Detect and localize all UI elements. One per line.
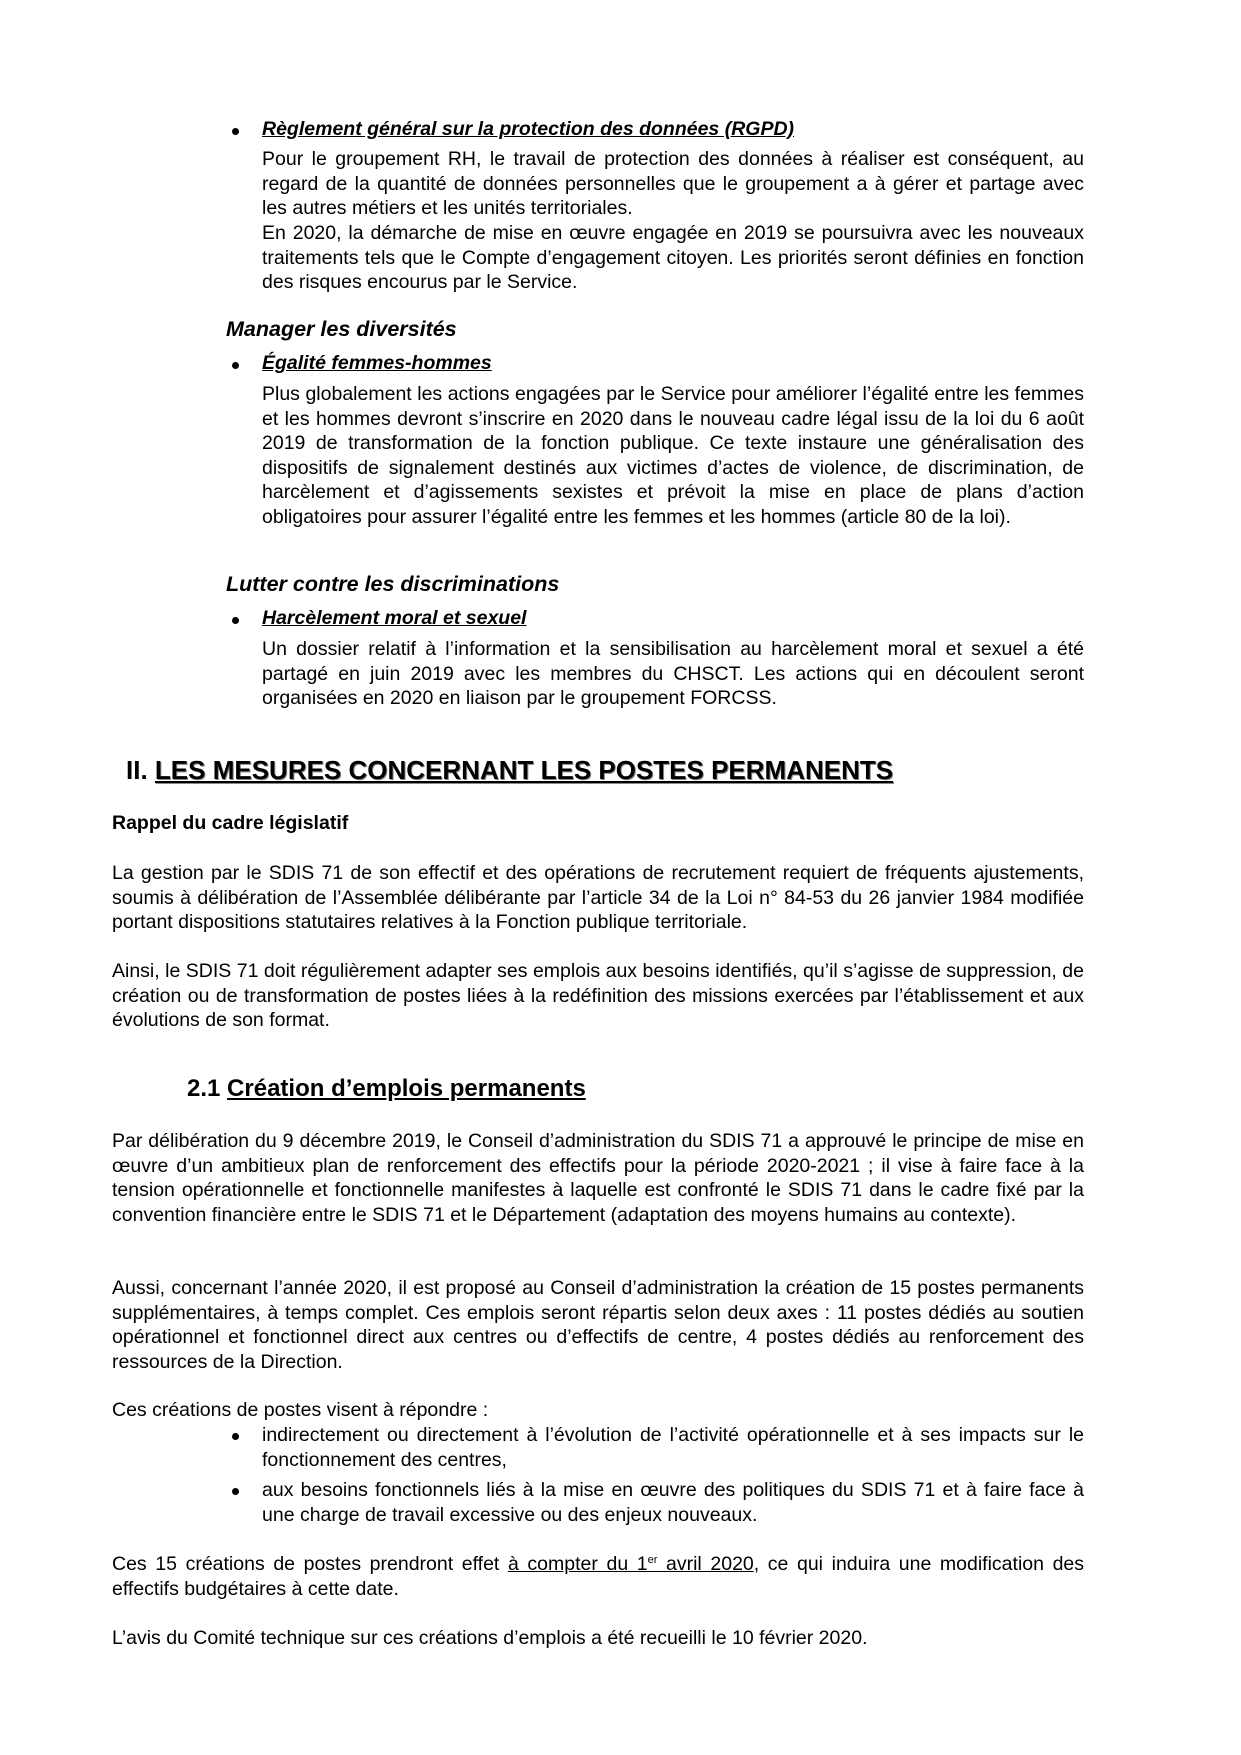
section-2-1-paragraph-2: Aussi, concernant l’année 2020, il est proposé au Conseil d’administration la création de 15 postes permanents supplémentaires, à temps complet. Ces emplois seront répartis selon deux axes : 11 postes dédiés au soutien opérationnel et fonctionnel direct aux centres ou d’effectifs de centre, 4 postes dédiés au renforcement des ressources de la Direction. xyxy=(112,1277,1084,1373)
section-2-1-title: Création d’emplois permanents xyxy=(227,1075,586,1102)
bullet-icon xyxy=(232,128,239,135)
bullet-icon xyxy=(232,1488,239,1495)
section-2-title: LES MESURES CONCERNANT LES POSTES PERMANENTS xyxy=(154,755,894,785)
bullet-icon xyxy=(232,1433,239,1440)
bullet-icon xyxy=(232,617,239,624)
section-2-1-paragraph-5: L’avis du Comité technique sur ces créations d’emplois a été recueilli le 10 février 2020. xyxy=(112,1627,868,1649)
diversites-heading: Manager les diversités xyxy=(226,317,457,341)
section-2-heading xyxy=(126,755,893,786)
egalite-title: Égalité femmes-hommes xyxy=(262,352,492,374)
section-2-1-paragraph-1: Par délibération du 9 décembre 2019, le Conseil d’administration du SDIS 71 a approuvé le principe de mise en œuvre d’un ambitieux plan de renforcement des effectifs pour la période 2020-2021 ; il vise à faire face à la tension opérationnelle et fonctionnelle manifestes à laquelle est confronté le SDIS 71 dans le cadre fixé par la convention financière entre le SDIS 71 et le Département (adaptation des moyens humains au contexte). xyxy=(112,1130,1084,1226)
rgpd-body-2: En 2020, la démarche de mise en œuvre engagée en 2019 se poursuivra avec les nouveaux traitements tels que le Compte d’engagement citoyen. Les priorités seront définies en fonction des risques encourus par le Service. xyxy=(262,222,1084,293)
harcelement-body: Un dossier relatif à l’information et la sensibilisation au harcèlement moral et sexuel a été partagé en juin 2019 avec les membres du CHSCT. Les actions qui en découlent seront organisées en 2020 en liaison par le groupement FORCSS. xyxy=(262,638,1084,709)
rgpd-title: Règlement général sur la protection des données (RGPD) xyxy=(262,118,795,140)
egalite-body: Plus globalement les actions engagées par le Service pour améliorer l’égalité entre les femmes et les hommes devront s’inscrire en 2020 dans le nouveau cadre légal issu de la loi du 6 août 2019 de transformation de la fonction publique. Ce texte instaure une généralisation des dispositifs de signalement destinés aux victimes d’actes de violence, de discrimination, de harcèlement et d’agissements sexistes et prévoit la mise en place de plans d’action obligatoires pour assurer l’égalité entre les femmes et les hommes (article 80 de la loi). xyxy=(262,383,1084,528)
section-2-paragraph-1: La gestion par le SDIS 71 de son effectif et des opérations de recrutement requiert de fréquents ajustements, soumis à délibération de l’Assemblée délibérante par l’article 34 de la Loi n° 84-53 du 26 janvier 1984 modifiée portant dispositions statutaires relatives à la Fonction publique territoriale. xyxy=(112,862,1084,933)
list-item: aux besoins fonctionnels liés à la mise en œuvre des politiques du SDIS 71 et à faire face à une charge de travail excessive ou des enjeux nouveaux. xyxy=(262,1479,1084,1526)
section-2-paragraph-2: Ainsi, le SDIS 71 doit régulièrement adapter ses emplois aux besoins identifiés, qu’il s’agisse de suppression, de création ou de transformation de postes liées à la redéfinition des missions exercées par l’établissement et aux évolutions de son format. xyxy=(112,960,1084,1031)
list-item: indirectement ou directement à l’évolution de l’activité opérationnelle et à ses impacts sur le fonctionnement des centres, xyxy=(262,1424,1084,1471)
section-2-1-paragraph-3: Ces créations de postes visent à répondre : xyxy=(112,1399,489,1421)
rgpd-body-1: Pour le groupement RH, le travail de protection des données à réaliser est conséquent, au regard de la quantité de données personnelles que le groupement a à gérer et partage avec les autres métiers et les unités territoriales. xyxy=(262,148,1084,219)
section-2-1-heading xyxy=(187,1075,586,1103)
section-2-number: II. xyxy=(126,755,148,785)
discriminations-heading: Lutter contre les discriminations xyxy=(226,572,560,596)
rappel-heading: Rappel du cadre législatif xyxy=(112,812,349,834)
harcelement-title: Harcèlement moral et sexuel xyxy=(262,607,527,629)
effective-date: à compter du 1er avril 2020 xyxy=(507,1553,754,1575)
bullet-icon xyxy=(232,362,239,369)
section-2-1-number: 2.1 xyxy=(187,1075,221,1102)
section-2-1-paragraph-4: Ces 15 créations de postes prendront effet à compter du 1er avril 2020, ce qui induira une modification des effectifs budgétaires à cette date. xyxy=(112,1553,1085,1600)
